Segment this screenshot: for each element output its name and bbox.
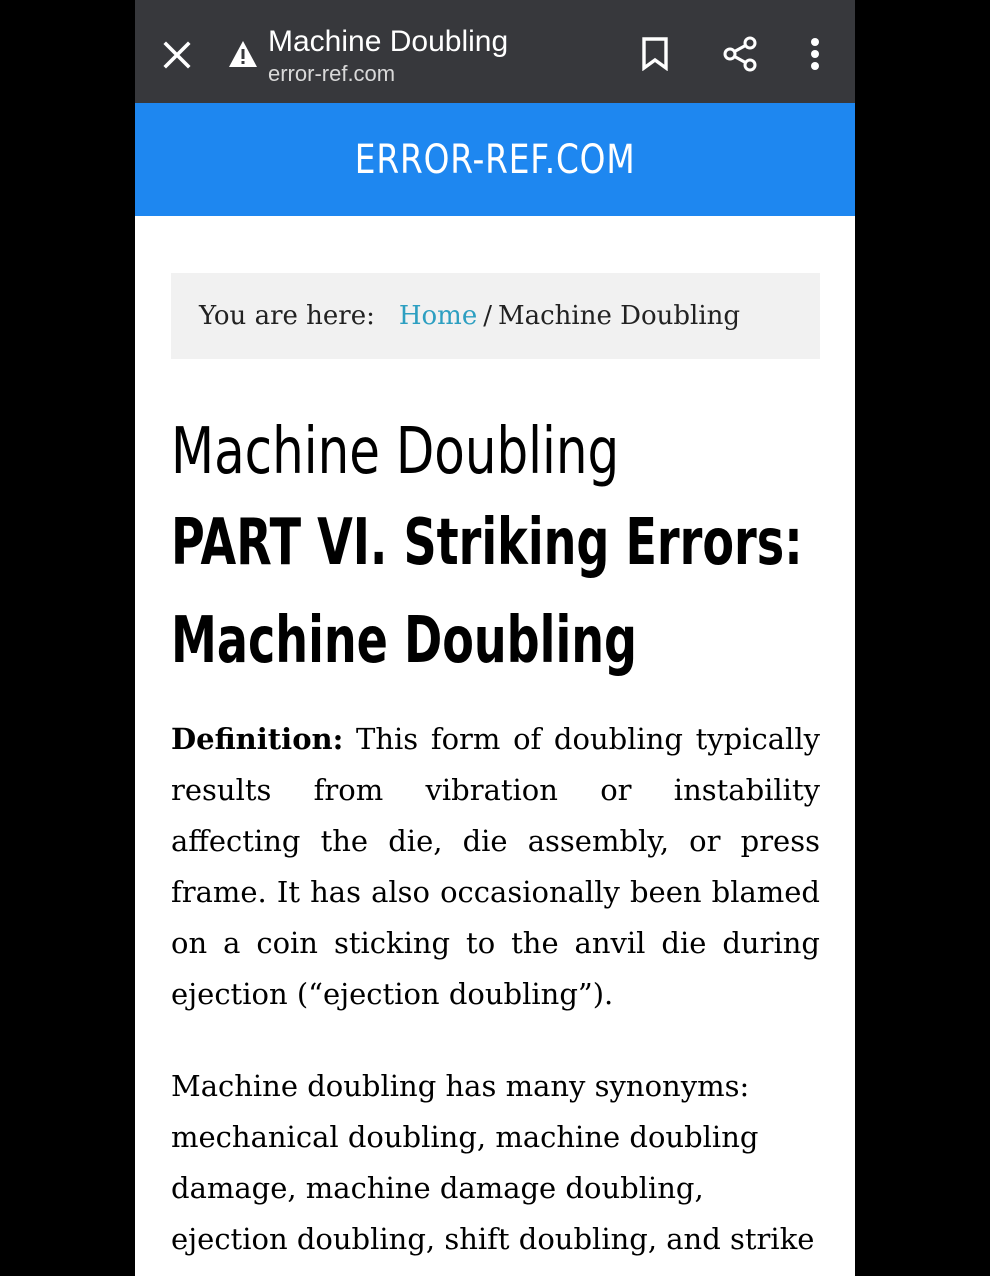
close-icon[interactable]: [155, 33, 199, 77]
breadcrumb-current: Machine Doubling: [498, 301, 741, 331]
article-subtitle-line2: Machine Doubling: [171, 604, 638, 678]
warning-icon[interactable]: [227, 38, 259, 70]
article-subtitle-line1: PART VI. Striking Errors:: [171, 506, 803, 580]
breadcrumb-separator: /: [483, 301, 492, 331]
article-title: Machine Doubling: [171, 415, 620, 489]
browser-screen: [135, 0, 855, 1276]
share-icon[interactable]: [718, 32, 762, 76]
breadcrumb-label: You are here:: [199, 301, 375, 331]
synonyms-paragraph: Machine doubling has many synonyms: mechanical doubling, machine doubling damage, machine damage doubling, ejection doubling, shift doubling, and strike: [171, 1069, 815, 1256]
article-header: [171, 410, 820, 690]
breadcrumb-home-link[interactable]: Home: [398, 301, 478, 331]
definition-paragraph: [171, 714, 820, 1020]
definition-label: Definition:: [171, 722, 344, 756]
article-body: [171, 714, 820, 1265]
page-title[interactable]: Machine Doubling: [268, 25, 509, 58]
site-header: [135, 103, 855, 216]
bookmark-icon[interactable]: [635, 32, 675, 76]
browser-toolbar: [135, 0, 855, 103]
site-logo[interactable]: ERROR-REF.COM: [354, 136, 636, 183]
more-vert-icon[interactable]: [795, 32, 835, 76]
definition-text: This form of doubling typically results from vibration or instability affecting the die, die assembly, or press frame. It has also occasionally been blamed on a coin sticking to the anvil die during ejection (“ejection doubling”).: [171, 722, 820, 1011]
page-url[interactable]: error-ref.com: [268, 61, 396, 86]
breadcrumb: [171, 273, 820, 359]
